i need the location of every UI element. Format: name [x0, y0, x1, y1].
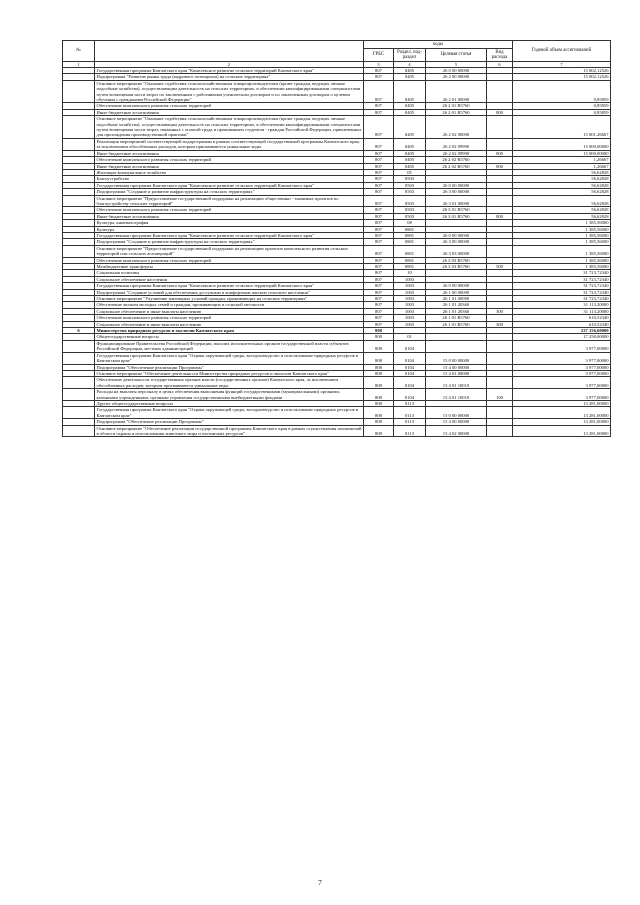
row-amount-cell: 3 977,00000 — [513, 364, 611, 370]
row-amount-cell: 3 977,00000 — [513, 340, 611, 352]
row-name-cell: Государственная программа Камчатского края "Охрана окружающей среды, воспроизводство и использование природных ресурсов в Камчатском крае" — [95, 352, 364, 364]
row-name-cell: Другие общегосударственные вопросы — [95, 400, 364, 406]
table-row — [63, 245, 611, 257]
row-target-cell: 26 2 01 00000 — [426, 80, 487, 103]
row-amount-cell: 15 000,00000 — [513, 138, 611, 150]
row-amount-cell: 31 113,20000 — [513, 308, 611, 314]
row-amount-cell: 13 281,00000 — [513, 425, 611, 437]
row-amount-cell: 1,26667 — [513, 163, 611, 169]
row-name-cell: Обеспечение комплексного развития сельских территорий — [95, 157, 364, 163]
row-grbs-cell: 807 — [364, 296, 394, 302]
row-name-cell: Общегосударственные вопросы — [95, 334, 364, 340]
row-number-cell — [63, 340, 95, 352]
row-name-cell: Иные бюджетные ассигнования — [95, 163, 364, 169]
row-amount-cell: 56,62828 — [513, 195, 611, 207]
row-section-cell: 0801 — [394, 226, 426, 232]
row-section-cell: 0113 — [394, 419, 426, 425]
row-grbs-cell: 807 — [364, 176, 394, 182]
row-target-cell: 26 2 02 R5760 — [426, 163, 487, 169]
row-grbs-cell: 807 — [364, 80, 394, 103]
row-grbs-cell: 807 — [364, 74, 394, 80]
row-amount-cell: 0,85859 — [513, 103, 611, 109]
row-section-cell: 0113 — [394, 425, 426, 437]
row-target-cell: 26 2 02 00000 — [426, 116, 487, 139]
row-grbs-cell: 807 — [364, 302, 394, 308]
row-number-cell — [63, 138, 95, 150]
row-target-cell: 15 0 00 00000 — [426, 352, 487, 364]
row-section-cell: 0405 — [394, 163, 426, 169]
row-section-cell: 0801 — [394, 245, 426, 257]
row-section-cell: 10 — [394, 270, 426, 276]
row-section-cell: 1003 — [394, 321, 426, 327]
row-target-cell: 15 4 01 10010 — [426, 389, 487, 401]
row-grbs-cell: 808 — [364, 352, 394, 364]
table-body — [63, 68, 611, 437]
row-grbs-cell: 807 — [364, 257, 394, 263]
row-name-cell: Государственная программа Камчатского края "Комплексное развитие сельских территорий Камчатского края" — [95, 182, 364, 188]
row-section-cell: 1003 — [394, 283, 426, 289]
row-grbs-cell: 807 — [364, 315, 394, 321]
row-name-cell: Социальное обеспечение населения — [95, 276, 364, 282]
row-amount-cell: 1,26667 — [513, 157, 611, 163]
row-target-cell: 26 2 01 R5760 — [426, 109, 487, 115]
row-section-cell: 0801 — [394, 232, 426, 238]
row-amount-cell: 13 281,00000 — [513, 407, 611, 419]
row-target-cell: 26 0 00 00000 — [426, 68, 487, 74]
row-grbs-cell: 807 — [364, 103, 394, 109]
row-grbs-cell: 808 — [364, 419, 394, 425]
row-target-cell: 26 1 01 00000 — [426, 296, 487, 302]
row-target-cell: 15 4 00 00000 — [426, 364, 487, 370]
row-name-cell: Обеспечение жильем молодых семей и граждан, проживающих в сельской местности — [95, 302, 364, 308]
row-section-cell: 0405 — [394, 80, 426, 103]
row-section-cell: 0503 — [394, 207, 426, 213]
row-amount-cell: 31 723,72340 — [513, 276, 611, 282]
row-name-cell: Основное мероприятие "Предоставление государственной поддержки на реализацию проектов комплексного развития сельских территорий или сельских агломераций" — [95, 245, 364, 257]
row-grbs-cell: 808 — [364, 407, 394, 419]
row-amount-cell: 15 001,26667 — [513, 116, 611, 139]
row-target-cell: 26 3 03 R5760 — [426, 264, 487, 270]
row-amount-cell: 1 385,56000 — [513, 226, 611, 232]
row-name-cell: Иные бюджетные ассигнования — [95, 109, 364, 115]
row-name-cell: Жилищно-коммунальное хозяйство — [95, 169, 364, 175]
table-row — [63, 116, 611, 139]
row-section-cell: 1003 — [394, 315, 426, 321]
row-name-cell: Культура — [95, 226, 364, 232]
row-amount-cell: 31 723,72340 — [513, 270, 611, 276]
row-target-cell: 26 3 00 00000 — [426, 189, 487, 195]
row-name-cell: Обеспечение комплексного развития сельских территорий — [95, 315, 364, 321]
row-section-cell: 0104 — [394, 340, 426, 352]
row-name-cell: Основное мероприятие "Предоставление государственной поддержки на реализацию общественно - значимых проектов по благоустройству сельских территорий" — [95, 195, 364, 207]
row-number-cell — [63, 245, 95, 257]
row-section-cell: 0405 — [394, 74, 426, 80]
table-row — [63, 340, 611, 352]
row-section-cell: 0104 — [394, 352, 426, 364]
row-name-cell: Иные бюджетные ассигнования — [95, 150, 364, 156]
row-section-cell: 0801 — [394, 264, 426, 270]
row-section-cell: 0801 — [394, 257, 426, 263]
row-section-cell: 0113 — [394, 407, 426, 419]
row-target-cell: 26 3 01 R5760 — [426, 207, 487, 213]
row-name-cell: Основное мероприятие "Обеспечение реализации государственной программы Камчатского края в рамках осуществления полномочий в области охраны и использования животного мира и охотничьих ресурсов" — [95, 425, 364, 437]
row-target-cell: 26 2 02 09990 — [426, 138, 487, 150]
row-name-cell: Подпрограмма "Обеспечение реализации Программы" — [95, 364, 364, 370]
row-name-cell: Благоустройство — [95, 176, 364, 182]
row-section-cell: 0801 — [394, 239, 426, 245]
row-amount-cell: 15 002,12526 — [513, 74, 611, 80]
row-grbs-cell: 807 — [364, 226, 394, 232]
row-amount-cell: 1 385,56000 — [513, 257, 611, 263]
row-name-cell: Министерство природных ресурсов и экологии Камчатского края — [95, 328, 364, 334]
row-amount-cell: 56,62828 — [513, 169, 611, 175]
header-grbs: ГРБС — [364, 49, 394, 62]
row-grbs-cell: 807 — [364, 270, 394, 276]
row-amount-cell: 31 113,20000 — [513, 302, 611, 308]
row-target-cell: 26 0 00 00000 — [426, 182, 487, 188]
row-target-cell: 15 4 01 10010 — [426, 377, 487, 389]
row-target-cell: 26 1 01 R5760 — [426, 321, 487, 327]
row-target-cell: 26 2 02 09990 — [426, 150, 487, 156]
row-section-cell: 0503 — [394, 189, 426, 195]
header-amount: Годовой объем ассигнований — [513, 41, 611, 62]
row-type-cell: 800 — [487, 109, 513, 115]
row-section-cell: 1003 — [394, 296, 426, 302]
table-row — [63, 80, 611, 103]
row-target-cell: 26 1 01 20360 — [426, 308, 487, 314]
row-section-cell: 0405 — [394, 150, 426, 156]
row-target-cell: 26 2 01 R5760 — [426, 103, 487, 109]
row-name-cell: Социальная политика — [95, 270, 364, 276]
row-name-cell: Подпрограмма "Создание условий для обеспечения доступным и комфортным жильем сельского населения" — [95, 289, 364, 295]
page-number: 7 — [318, 879, 322, 887]
row-name-cell: Иные бюджетные ассигнования — [95, 213, 364, 219]
row-name-cell: Основное мероприятие "Обеспечение деятельности Министерства природных ресурсов и экологии Камчатского края" — [95, 370, 364, 376]
row-section-cell: 0405 — [394, 103, 426, 109]
row-number-cell — [63, 195, 95, 207]
row-name-cell: Государственная программа Камчатского края "Комплексное развитие сельских территорий Камчатского края" — [95, 68, 364, 74]
row-section-cell: 08 — [394, 220, 426, 226]
row-grbs-cell: 807 — [364, 264, 394, 270]
row-name-cell: Функционирование Правительства Российской Федерации, высших исполнительных органов государственной власти субъектов Российской Федерации, местных администраций — [95, 340, 364, 352]
row-target-cell: 26 2 02 R5760 — [426, 157, 487, 163]
row-type-cell: 300 — [487, 321, 513, 327]
row-grbs-cell: 808 — [364, 400, 394, 406]
row-amount-cell: 15 000,00000 — [513, 150, 611, 156]
row-grbs-cell: 808 — [364, 389, 394, 401]
index-cell: 1 — [63, 62, 95, 68]
side-mark — [622, 690, 630, 810]
table-row — [63, 138, 611, 150]
row-target-cell: 15 4 01 00000 — [426, 370, 487, 376]
row-grbs-cell: 807 — [364, 138, 394, 150]
row-name-cell: Обеспечение комплексного развития сельских территорий — [95, 257, 364, 263]
row-section-cell: 0405 — [394, 109, 426, 115]
row-type-cell: 800 — [487, 150, 513, 156]
row-grbs-cell: 808 — [364, 328, 394, 334]
row-type-cell — [487, 245, 513, 257]
row-number-cell — [63, 377, 95, 389]
row-amount-cell: 31 723,72340 — [513, 296, 611, 302]
row-name-cell: Обеспечение деятельности государственных органов власти (государственных органов) Камчатского края, за исключением обособленных расходов, которым присваиваются уникальные коды — [95, 377, 364, 389]
index-cell: 2 — [95, 62, 364, 68]
row-grbs-cell: 807 — [364, 163, 394, 169]
row-type-cell — [487, 340, 513, 352]
row-grbs-cell: 807 — [364, 195, 394, 207]
row-target-cell: 15 0 00 00000 — [426, 407, 487, 419]
table-row — [63, 377, 611, 389]
row-grbs-cell: 807 — [364, 308, 394, 314]
row-name-cell: Социальное обеспечение и иные выплаты населению — [95, 321, 364, 327]
row-grbs-cell: 807 — [364, 213, 394, 219]
row-number-cell — [63, 116, 95, 139]
row-name-cell: Обеспечение комплексного развития сельских территорий — [95, 103, 364, 109]
header-section: Раздел, под- раздел — [394, 49, 426, 62]
row-name-cell: Межбюджетные трансферты — [95, 264, 364, 270]
row-amount-cell: 31 723,72340 — [513, 283, 611, 289]
row-section-cell: 0405 — [394, 138, 426, 150]
row-grbs-cell: 808 — [364, 364, 394, 370]
index-cell: 5 — [426, 62, 487, 68]
row-amount-cell: 56,62828 — [513, 213, 611, 219]
row-amount-cell: 237 156,60000 — [513, 328, 611, 334]
row-type-cell — [487, 352, 513, 364]
row-number-cell — [63, 352, 95, 364]
budget-table — [62, 40, 611, 437]
row-grbs-cell: 807 — [364, 182, 394, 188]
row-target-cell: 15 4 02 00000 — [426, 425, 487, 437]
header-num: № — [63, 41, 95, 62]
row-type-cell: 500 — [487, 264, 513, 270]
row-name-cell: Основное мероприятие "Оказание содействия сельскохозяйственным товаропроизводителям (кроме граждан, ведущих личные подсобные хозяйства), осуществляющим деятельность на сельских территориях, в обеспечении квалифицированными специалистами путем возмещения части затрат по заключенным с работниками ученическим договорам и по заключенным договорам о целевом обучении с гражданами Российской Федерации" — [95, 80, 364, 103]
row-section-cell: 0113 — [394, 400, 426, 406]
row-grbs-cell: 807 — [364, 220, 394, 226]
row-section-cell: 1003 — [394, 276, 426, 282]
row-grbs-cell: 808 — [364, 334, 394, 340]
index-cell: 3 — [364, 62, 394, 68]
row-number-cell — [63, 425, 95, 437]
row-section-cell: 0503 — [394, 195, 426, 207]
row-target-cell: 26 1 01 20360 — [426, 302, 487, 308]
index-cell: 4 — [394, 62, 426, 68]
row-number-cell — [63, 389, 95, 401]
row-grbs-cell: 807 — [364, 207, 394, 213]
row-target-cell — [426, 340, 487, 352]
row-type-cell — [487, 116, 513, 139]
row-name-cell: Подпрограмма "Создание и развитие инфраструктуры на сельских территориях" — [95, 189, 364, 195]
row-grbs-cell: 807 — [364, 289, 394, 295]
row-amount-cell: 13 281,00000 — [513, 400, 611, 406]
row-section-cell: 0405 — [394, 68, 426, 74]
row-name-cell: Государственная программа Камчатского края "Охрана окружающей среды, воспроизводство и использование природных ресурсов в Камчатском крае" — [95, 407, 364, 419]
row-target-cell: 26 3 01 00000 — [426, 195, 487, 207]
index-cell: 7 — [513, 62, 611, 68]
row-grbs-cell: 808 — [364, 377, 394, 389]
row-name-cell: Расходы на выплаты персоналу в целях обеспечения выполнения функций государственными (муниципальными) органами, казенными учреждениями, органами управления государственными внебюджетными фондами — [95, 389, 364, 401]
header-type: Вид расхода — [487, 49, 513, 62]
row-grbs-cell: 807 — [364, 189, 394, 195]
row-amount-cell: 1 385,56000 — [513, 232, 611, 238]
row-type-cell — [487, 195, 513, 207]
row-target-cell: 26 1 00 00000 — [426, 289, 487, 295]
row-section-cell: 0503 — [394, 213, 426, 219]
table-row — [63, 425, 611, 437]
row-amount-cell: 1 385,56000 — [513, 239, 611, 245]
row-type-cell — [487, 80, 513, 103]
row-target-cell: 26 0 00 00000 — [426, 232, 487, 238]
row-amount-cell: 0,85859 — [513, 80, 611, 103]
row-target-cell: 15 4 00 00000 — [426, 419, 487, 425]
row-amount-cell: 3 977,00000 — [513, 377, 611, 389]
row-section-cell: 0104 — [394, 377, 426, 389]
row-amount-cell: 17 258,00000 — [513, 334, 611, 340]
row-amount-cell: 56,62828 — [513, 207, 611, 213]
row-section-cell: 1003 — [394, 289, 426, 295]
row-section-cell: 01 — [394, 334, 426, 340]
row-amount-cell: 1 385,56000 — [513, 264, 611, 270]
row-section-cell: 1003 — [394, 308, 426, 314]
row-target-cell: 26 0 00 00000 — [426, 283, 487, 289]
row-amount-cell: 1 385,56000 — [513, 220, 611, 226]
row-type-cell — [487, 138, 513, 150]
header-target: Целевая статья — [426, 49, 487, 62]
row-amount-cell: 610,52340 — [513, 315, 611, 321]
row-amount-cell: 56,62828 — [513, 189, 611, 195]
row-grbs-cell: 807 — [364, 321, 394, 327]
row-grbs-cell: 807 — [364, 116, 394, 139]
row-name-cell: Государственная программа Камчатского края "Комплексное развитие сельских территорий Камчатского края" — [95, 283, 364, 289]
row-amount-cell: 31 723,72340 — [513, 289, 611, 295]
row-grbs-cell: 808 — [364, 425, 394, 437]
row-amount-cell: 3 977,00000 — [513, 370, 611, 376]
row-section-cell: 0405 — [394, 157, 426, 163]
row-name-cell: Государственная программа Камчатского края "Комплексное развитие сельских территорий Камчатского края" — [95, 232, 364, 238]
row-type-cell: 300 — [487, 308, 513, 314]
row-amount-cell: 13 281,00000 — [513, 419, 611, 425]
row-amount-cell: 610,52340 — [513, 321, 611, 327]
table-row — [63, 407, 611, 419]
index-cell: 6 — [487, 62, 513, 68]
row-grbs-cell: 807 — [364, 283, 394, 289]
row-amount-cell: 1 385,56000 — [513, 245, 611, 257]
row-grbs-cell: 807 — [364, 239, 394, 245]
budget-sheet — [62, 40, 610, 437]
row-name-cell: Реализация мероприятий соответствующей подпрограммы в рамках соответствующей государственной программы Камчатского края, за исключением обособленных расходов, которым присваиваются уникальные коды — [95, 138, 364, 150]
header-name — [95, 41, 364, 62]
row-number-cell — [63, 80, 95, 103]
row-type-cell — [487, 425, 513, 437]
header-codes-group: коды — [364, 41, 513, 49]
row-grbs-cell: 808 — [364, 340, 394, 352]
row-name-cell: Социальное обеспечение и иные выплаты населению — [95, 308, 364, 314]
row-name-cell: Основное мероприятие "Оказание содействия сельскохозяйственным товаропроизводителям (кроме граждан, ведущих личные подсобные хозяйства), осуществляющим деятельность на сельских территориях, в обеспечении квалифицированными специалистами путем возмещения части затрат, связанных с оплатой труда и проживанием студентов - граждан Российской Федерации, привлеченных для прохождения производственной практики" — [95, 116, 364, 139]
row-grbs-cell: 807 — [364, 232, 394, 238]
row-grbs-cell: 808 — [364, 370, 394, 376]
row-target-cell: 26 1 01 R5760 — [426, 315, 487, 321]
table-row — [63, 195, 611, 207]
row-section-cell: 0503 — [394, 176, 426, 182]
row-section-cell: 0405 — [394, 116, 426, 139]
row-target-cell: 26 3 01 R5760 — [426, 213, 487, 219]
row-section-cell: 0503 — [394, 182, 426, 188]
row-section-cell: 0104 — [394, 370, 426, 376]
row-amount-cell: 3 977,00000 — [513, 389, 611, 401]
row-type-cell: 800 — [487, 163, 513, 169]
row-type-cell — [487, 377, 513, 389]
row-number-cell: 6 — [63, 328, 95, 334]
row-grbs-cell: 807 — [364, 150, 394, 156]
row-amount-cell: 0,85859 — [513, 109, 611, 115]
row-type-cell — [487, 407, 513, 419]
row-amount-cell: 3 977,00000 — [513, 352, 611, 364]
row-section-cell: 05 — [394, 169, 426, 175]
row-target-cell: 26 3 03 R5760 — [426, 257, 487, 263]
row-target-cell: 26 3 00 00000 — [426, 239, 487, 245]
table-row — [63, 389, 611, 401]
row-amount-cell: 56,62828 — [513, 176, 611, 182]
row-grbs-cell: 807 — [364, 109, 394, 115]
row-number-cell — [63, 407, 95, 419]
row-name-cell: Подпрограмма "Обеспечение реализации Программы" — [95, 419, 364, 425]
row-name-cell: Подпрограмма "Создание и развитие инфраструктуры на сельских территориях" — [95, 239, 364, 245]
row-type-cell: 800 — [487, 213, 513, 219]
row-grbs-cell: 807 — [364, 169, 394, 175]
row-grbs-cell: 807 — [364, 276, 394, 282]
row-name-cell: Обеспечение комплексного развития сельских территорий — [95, 207, 364, 213]
row-target-cell: 26 2 00 00000 — [426, 74, 487, 80]
row-name-cell: Основное мероприятие "Улучшение жилищных условий граждан, проживающих на сельских территориях" — [95, 296, 364, 302]
row-section-cell: 0104 — [394, 364, 426, 370]
row-name-cell: Культура, кинематография — [95, 220, 364, 226]
row-amount-cell: 15 002,12526 — [513, 68, 611, 74]
row-grbs-cell: 807 — [364, 157, 394, 163]
row-name-cell: Подпрограмма "Развитие рынка труда (кадрового потенциала) на сельских территориях" — [95, 74, 364, 80]
table-row — [63, 352, 611, 364]
row-amount-cell: 56,62828 — [513, 182, 611, 188]
row-target-cell: 26 3 03 00000 — [426, 245, 487, 257]
row-type-cell: 100 — [487, 389, 513, 401]
row-section-cell: 0104 — [394, 389, 426, 401]
row-grbs-cell: 807 — [364, 245, 394, 257]
row-grbs-cell: 807 — [364, 68, 394, 74]
row-section-cell: 1003 — [394, 302, 426, 308]
